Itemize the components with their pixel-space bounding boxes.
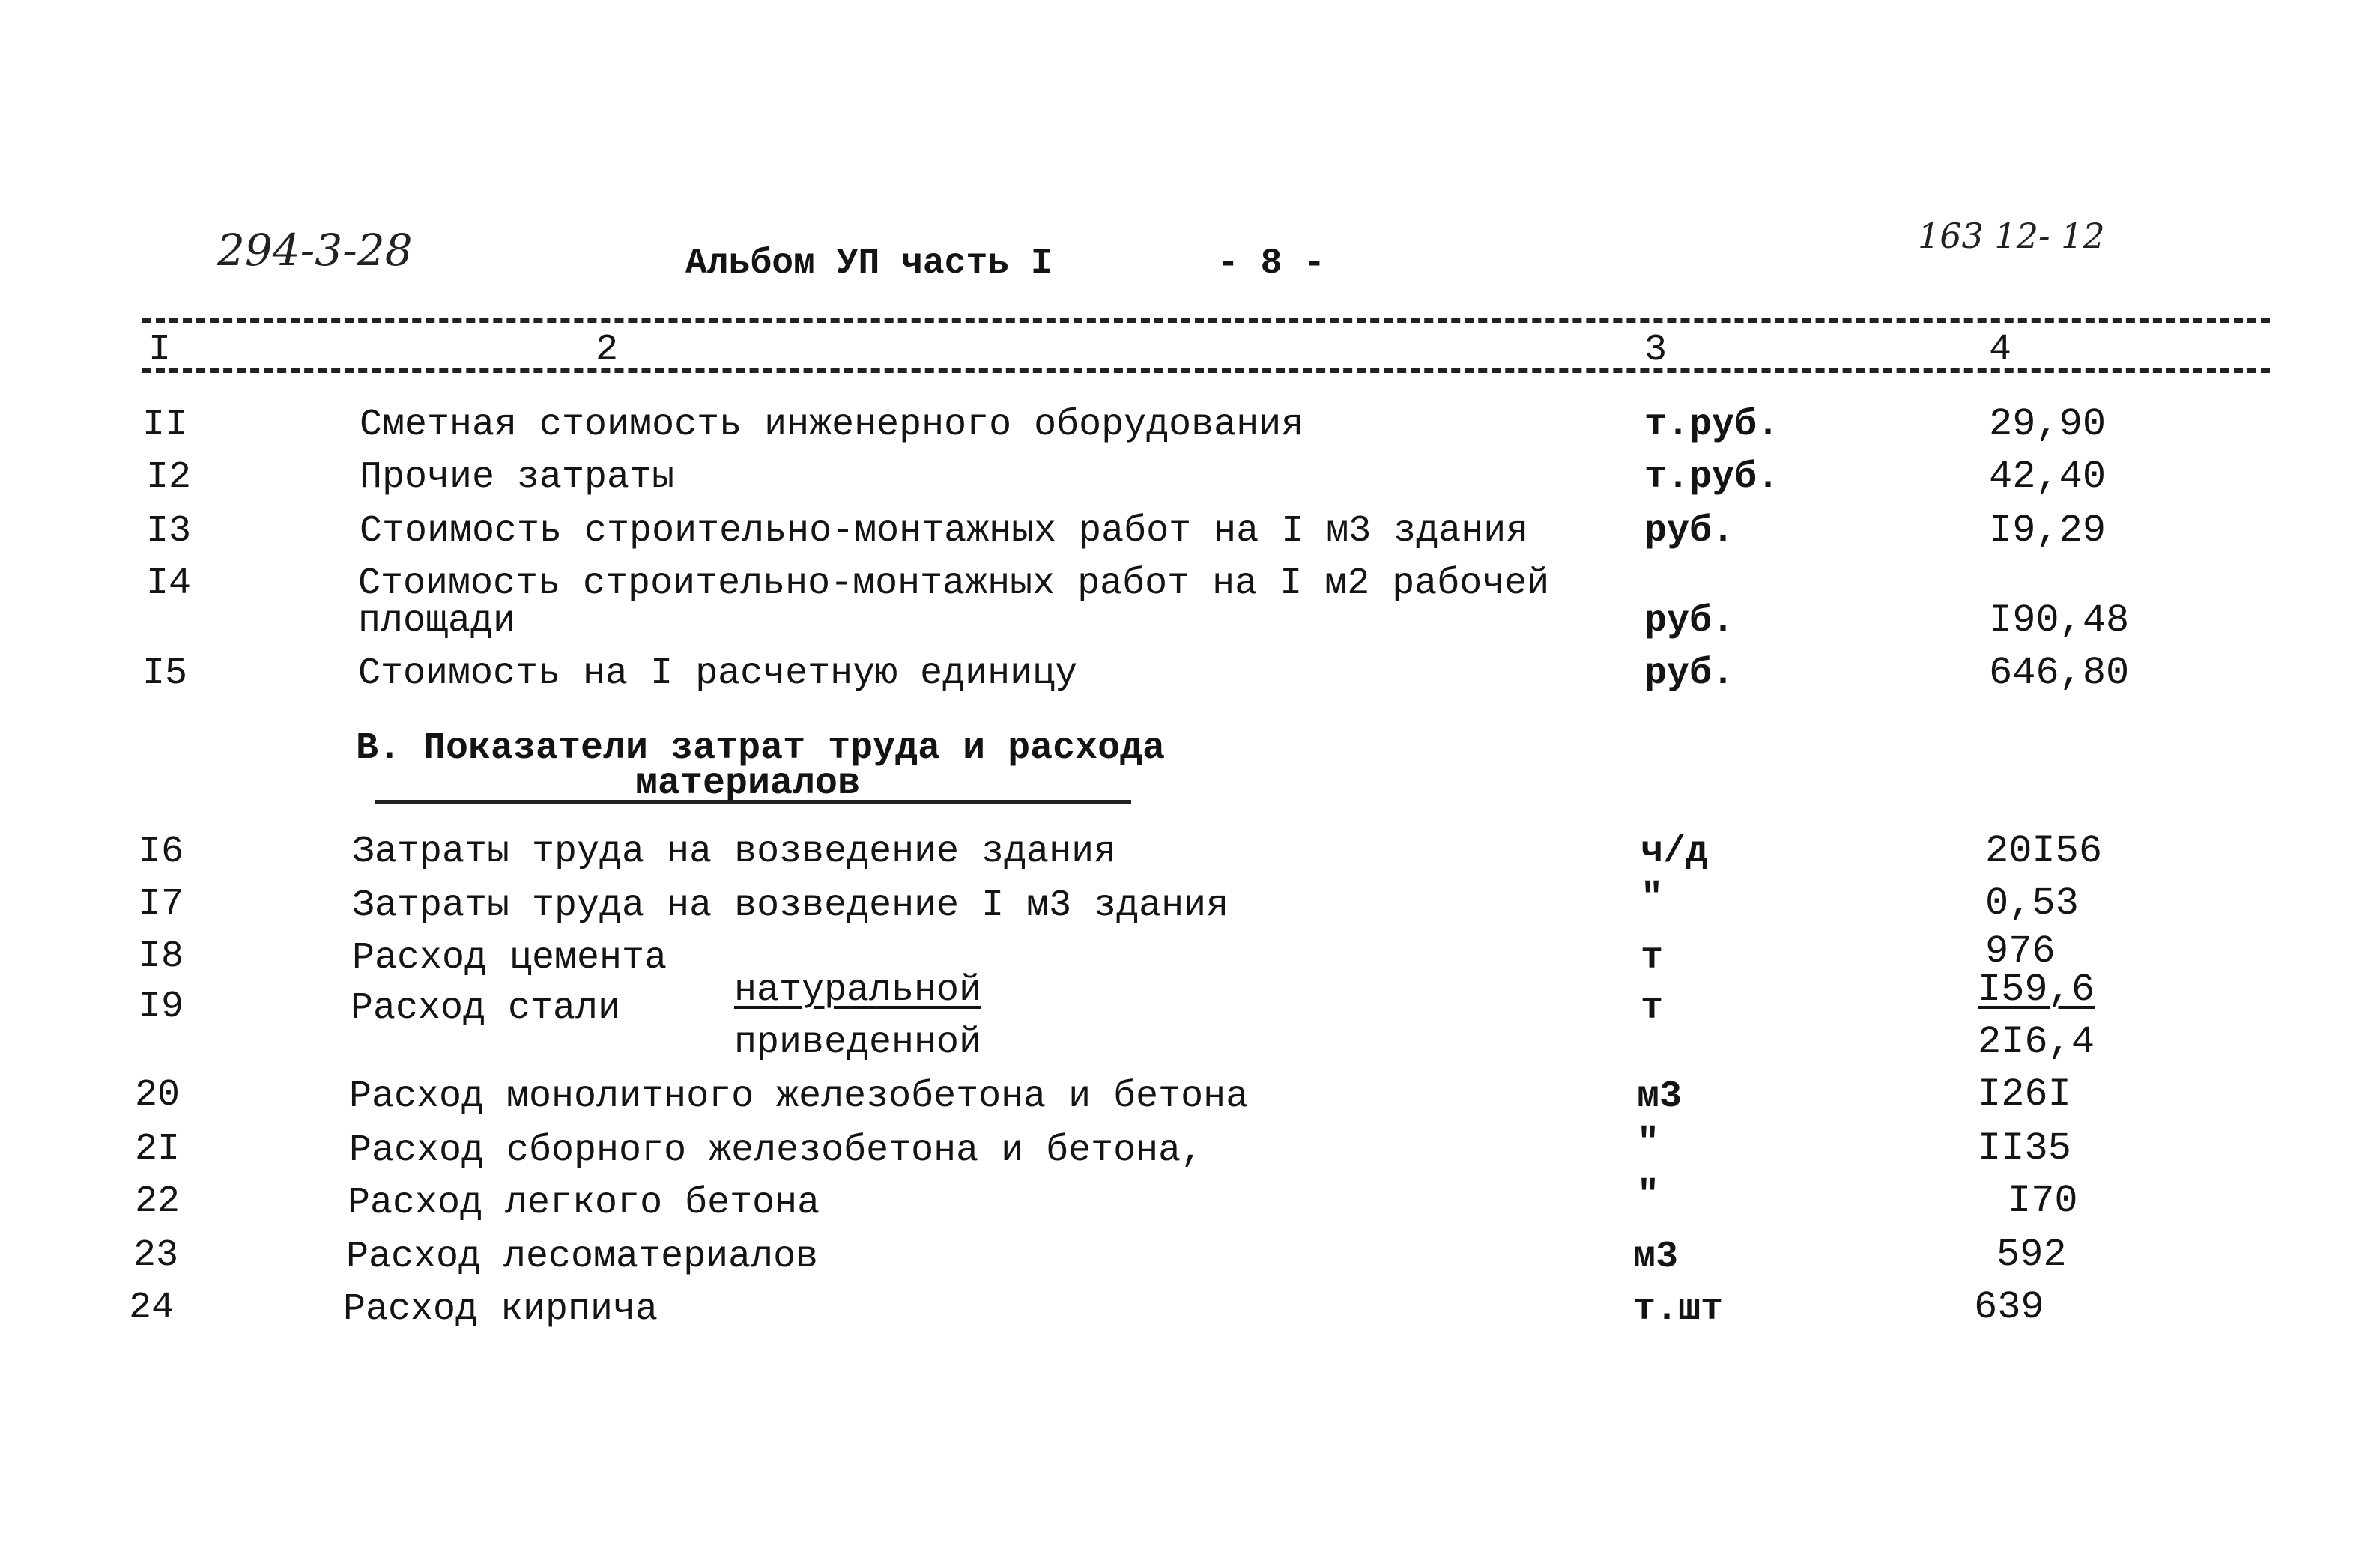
row-label: Расход лесоматериалов xyxy=(346,1236,819,1278)
row-label: Расход сборного железобетона и бетона, xyxy=(349,1129,1204,1172)
row-label: Затраты труда на возведение здания xyxy=(352,831,1117,873)
row-number: I9 xyxy=(139,986,184,1028)
album-title: Альбом УП часть I xyxy=(685,243,1053,284)
row-label: Затраты труда на возведение I м3 здания xyxy=(352,884,1229,927)
row-number: I2 xyxy=(146,456,192,499)
row-value: I9,29 xyxy=(1989,509,2107,553)
row-label: Расход цемента xyxy=(352,937,667,980)
row-label: Прочие затраты xyxy=(360,456,675,499)
row-value: 976 xyxy=(1985,929,2056,974)
col-header-3: 3 xyxy=(1644,329,1668,371)
row-value: 639 xyxy=(1974,1285,2044,1329)
header-bottom-rule xyxy=(142,368,2270,373)
row-value: 646,80 xyxy=(1989,651,2130,695)
row-unit: " xyxy=(1641,877,1664,920)
row-unit: т xyxy=(1641,987,1664,1030)
col-header-2: 2 xyxy=(596,329,619,371)
steel-natural-value: I59,6 xyxy=(1978,968,2095,1012)
row-unit: руб. xyxy=(1644,652,1735,695)
row-number: 24 xyxy=(129,1287,175,1329)
steel-natural-label: натуральной xyxy=(734,969,982,1012)
row-unit: " xyxy=(1637,1122,1660,1165)
row-unit: т xyxy=(1641,937,1664,980)
section-heading-underline xyxy=(375,800,1131,804)
row-label: Расход легкого бетона xyxy=(348,1182,820,1224)
section-heading-continued: материалов xyxy=(635,762,861,805)
row-label: Расход кирпича xyxy=(343,1288,658,1331)
row-unit: " xyxy=(1637,1174,1660,1217)
row-unit: т.шт xyxy=(1633,1288,1724,1331)
row-number: 20 xyxy=(135,1074,181,1117)
row-value: II35 xyxy=(1978,1126,2071,1171)
doc-code-left: 294-3-28 xyxy=(217,225,413,276)
row-label-continued: площади xyxy=(358,600,516,643)
row-number: 23 xyxy=(133,1234,179,1277)
row-value: 592 xyxy=(1996,1233,2067,1277)
row-number: 2I xyxy=(135,1128,181,1171)
row-label: Стоимость строительно-монтажных работ на I м3 здания xyxy=(360,510,1529,553)
section-heading: В. Показатели затрат труда и расхода xyxy=(356,727,1166,770)
row-unit: руб. xyxy=(1644,510,1735,553)
row-number: I6 xyxy=(139,831,184,873)
row-number: I4 xyxy=(146,562,192,605)
row-number: II xyxy=(142,404,188,446)
page-number: - 8 - xyxy=(1217,243,1326,284)
row-unit: т.руб. xyxy=(1644,404,1780,446)
row-value: 29,90 xyxy=(1989,402,2107,446)
row-label: Расход монолитного железобетона и бетона xyxy=(349,1075,1249,1118)
row-unit: руб. xyxy=(1644,600,1735,643)
row-label: Стоимость строительно-монтажных работ на I м2 рабочей xyxy=(358,562,1550,605)
row-value: I26I xyxy=(1978,1072,2071,1117)
row-number: I7 xyxy=(139,883,184,926)
doc-code-right: 163 12- 12 xyxy=(1918,216,2105,256)
row-unit: м3 xyxy=(1637,1075,1683,1118)
col-header-4: 4 xyxy=(1989,329,2012,371)
row-number: I3 xyxy=(146,510,192,553)
row-label: Сметная стоимость инженерного оборудования xyxy=(360,404,1304,446)
row-value: 0,53 xyxy=(1985,881,2079,926)
row-value: I90,48 xyxy=(1989,598,2130,643)
row-label: Стоимость на I расчетную единицу xyxy=(358,652,1078,695)
row-unit: ч/д xyxy=(1641,831,1709,873)
steel-reduced-value: 2I6,4 xyxy=(1978,1020,2095,1064)
row-unit: м3 xyxy=(1633,1236,1679,1278)
row-label: Расход стали xyxy=(351,987,621,1030)
row-value: 42,40 xyxy=(1989,455,2107,499)
row-number: I8 xyxy=(139,935,184,978)
row-number: I5 xyxy=(142,652,188,695)
row-unit: т.руб. xyxy=(1644,456,1780,499)
row-value: I70 xyxy=(2008,1179,2078,1223)
steel-reduced-label: приведенной xyxy=(734,1022,982,1064)
row-value: 20I56 xyxy=(1985,829,2103,873)
col-header-1: I xyxy=(148,329,172,371)
header-top-rule xyxy=(142,318,2270,323)
row-number: 22 xyxy=(135,1180,181,1223)
